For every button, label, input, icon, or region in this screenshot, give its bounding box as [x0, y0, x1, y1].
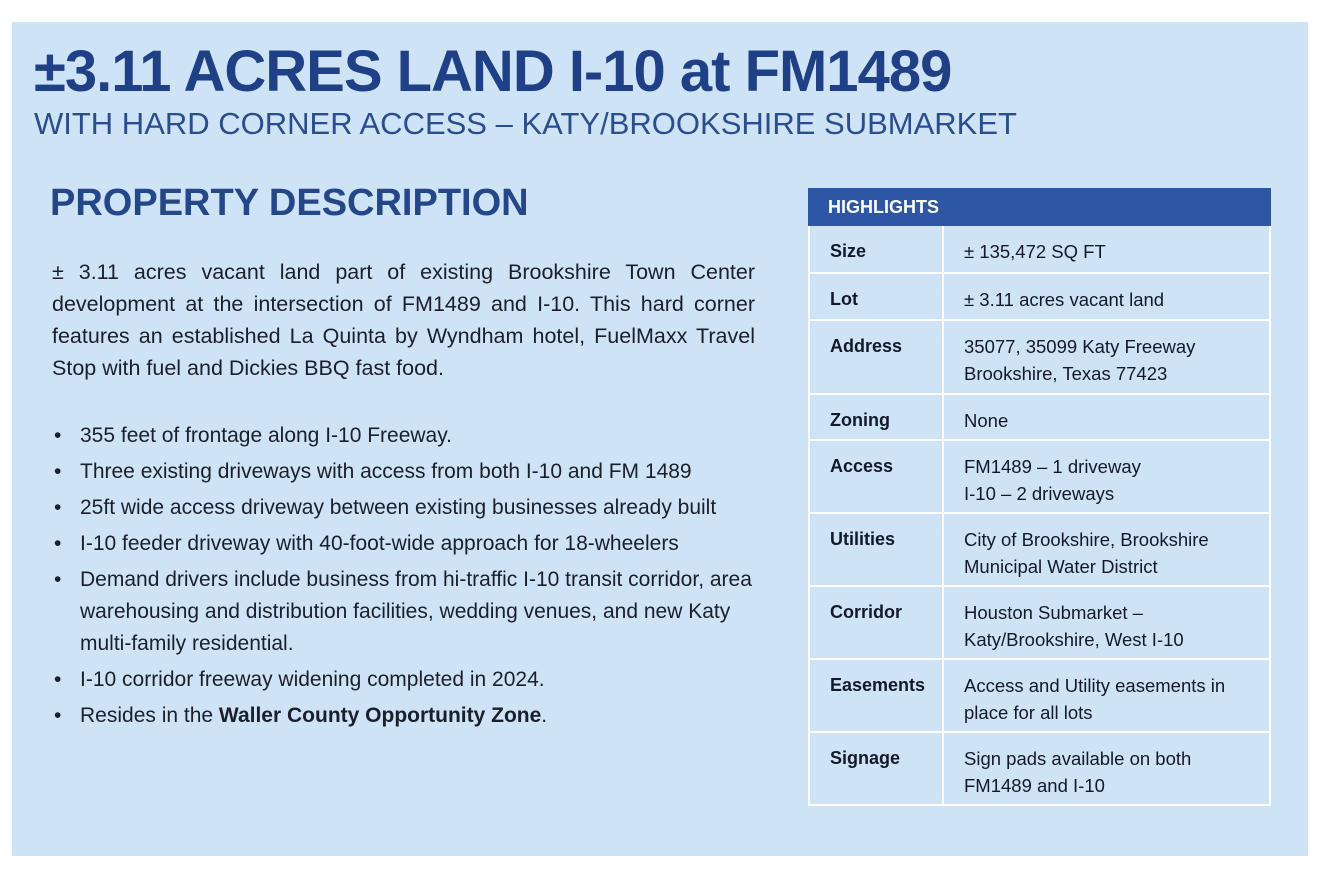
value-line: None: [964, 410, 1009, 431]
description-heading: PROPERTY DESCRIPTION: [50, 182, 529, 224]
list-item-opportunity-zone: [52, 700, 782, 732]
feature-list: [52, 420, 782, 736]
row-label: Size: [810, 226, 944, 272]
highlights-heading: HIGHLIGHTS: [808, 188, 1271, 226]
list-item: • I-10 feeder driveway with 40-foot-wide approach for 18-wheelers: [52, 528, 782, 560]
row-value: [944, 321, 1269, 393]
value-line: Houston Submarket –: [964, 602, 1143, 623]
list-item: • I-10 corridor freeway widening completed in 2024.: [52, 664, 782, 696]
bullet-text: .: [541, 704, 548, 727]
opportunity-zone-emphasis: Waller County Opportunity Zone: [218, 704, 542, 727]
row-label: Corridor: [810, 587, 944, 658]
bullet-text: Resides in the: [80, 704, 219, 727]
value-line: place for all lots: [964, 702, 1093, 723]
row-value: [944, 274, 1269, 319]
row-value: [944, 395, 1269, 439]
value-line: ± 135,472 SQ FT: [964, 241, 1106, 262]
row-label: Zoning: [810, 395, 944, 439]
row-value: [944, 587, 1269, 658]
table-row: [808, 274, 1271, 321]
table-row: [808, 226, 1271, 274]
row-value: [944, 660, 1269, 731]
row-value: [944, 226, 1269, 272]
table-row: [808, 587, 1271, 660]
value-line: I-10 – 2 driveways: [964, 483, 1115, 504]
row-label: Signage: [810, 733, 944, 804]
highlights-table: [808, 188, 1271, 806]
value-line: ± 3.11 acres vacant land: [964, 289, 1165, 310]
value-line: Brookshire, Texas 77423: [964, 363, 1168, 384]
row-value: [944, 733, 1269, 804]
value-line: FM1489 – 1 driveway: [964, 456, 1141, 477]
row-value: [944, 441, 1269, 512]
list-item: • 25ft wide access driveway between existing businesses already built: [52, 492, 782, 524]
flyer-sheet: [12, 22, 1308, 856]
row-value: [944, 514, 1269, 585]
table-row: [808, 321, 1271, 395]
list-item: • 355 feet of frontage along I-10 Freeway.: [52, 420, 782, 452]
row-label: Address: [810, 321, 944, 393]
list-item: • Three existing driveways with access from both I-10 and FM 1489: [52, 456, 782, 488]
list-item: • Demand drivers include business from hi-traffic I-10 transit corridor, area warehousing and distribution facilities, wedding venues, and new Katy multi-family residential.: [52, 564, 782, 660]
table-row: [808, 514, 1271, 587]
table-row: [808, 660, 1271, 733]
value-line: Sign pads available on both: [964, 748, 1192, 769]
page-subtitle: WITH HARD CORNER ACCESS – KATY/BROOKSHIRE SUBMARKET: [34, 106, 1017, 141]
row-label: Access: [810, 441, 944, 512]
row-label: Utilities: [810, 514, 944, 585]
row-label: Easements: [810, 660, 944, 731]
value-line: Access and Utility easements in: [964, 675, 1226, 696]
value-line: 35077, 35099 Katy Freeway: [964, 336, 1196, 357]
page-title: ±3.11 ACRES LAND I-10 at FM1489: [34, 39, 952, 104]
table-row: [808, 395, 1271, 441]
description-paragraph: ± 3.11 acres vacant land part of existing Brookshire Town Center development at the intersection of FM1489 and I-10. This hard corner features an established La Quinta by Wyndham hotel, FuelMaxx Travel Stop with fuel and Dickies BBQ fast food.: [52, 260, 755, 380]
value-line: City of Brookshire, Brookshire: [964, 529, 1209, 550]
value-line: Katy/Brookshire, West I-10: [964, 629, 1184, 650]
table-row: [808, 733, 1271, 806]
row-label: Lot: [810, 274, 944, 319]
value-line: FM1489 and I-10: [964, 775, 1105, 796]
table-row: [808, 441, 1271, 514]
value-line: Municipal Water District: [964, 556, 1158, 577]
